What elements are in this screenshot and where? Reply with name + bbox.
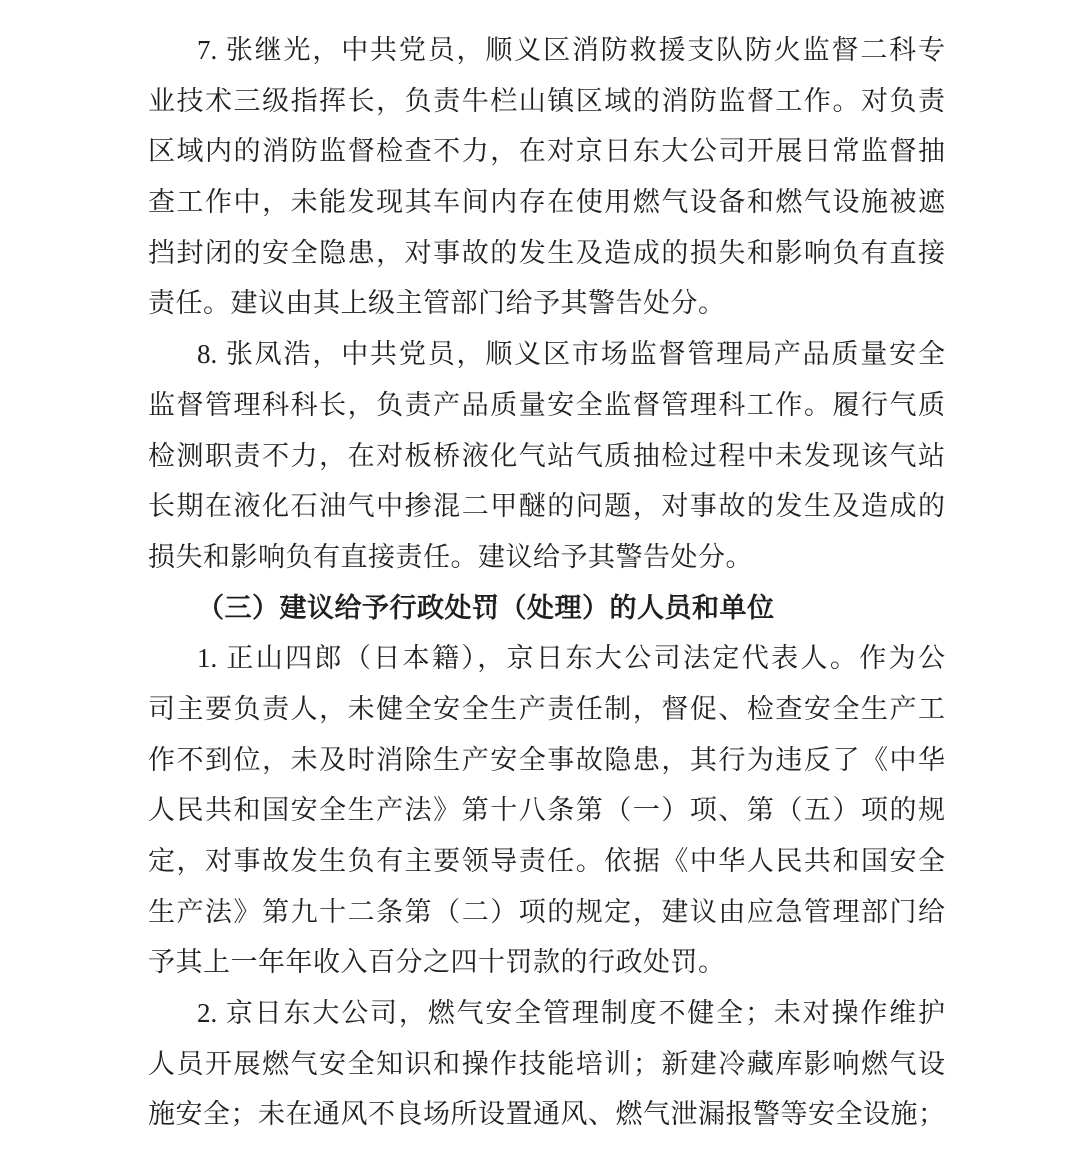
text-line: 人民共和国安全生产法》第十八条第（一）项、第（五）项的规 [148,795,945,826]
text-line: 查工作中，未能发现其车间内存在使用燃气设备和燃气设施被遮 [148,187,945,218]
text-line: 责任。建议由其上级主管部门给予其警告处分。 [148,288,726,319]
text-line: 施安全；未在通风不良场所设置通风、燃气泄漏报警等安全设施； [148,1099,945,1130]
text-line: 7. 张继光，中共党员，顺义区消防救援支队防火监督二科专 [197,35,945,65]
text-line: 作不到位，未及时消除生产安全事故隐患，其行为违反了《中华 [148,744,945,775]
text-line: 人员开展燃气安全知识和操作技能培训；新建冷藏库影响燃气设 [148,1048,945,1079]
text-line: 生产法》第九十二条第（二）项的规定，建议由应急管理部门给 [148,896,945,927]
document-text-block [148,25,945,1140]
section-heading: （三）建议给予行政处罚（处理）的人员和单位 [197,592,775,623]
text-line: 定，对事故发生负有主要领导责任。依据《中华人民共和国安全 [148,846,945,876]
text-line: 2. 京日东大公司，燃气安全管理制度不健全；未对操作维护 [197,998,945,1029]
text-line: 8. 张凤浩，中共党员，顺义区市场监督管理局产品质量安全 [197,339,945,370]
text-line: 检测职责不力，在对板桥液化气站气质抽检过程中未发现该气站 [148,440,945,471]
text-line: 损失和影响负有直接责任。建议给予其警告处分。 [148,541,753,572]
text-line: 1. 正山四郎（日本籍），京日东大公司法定代表人。作为公 [197,643,945,674]
text-line: 业技术三级指挥长，负责牛栏山镇区域的消防监督工作。对负责 [148,85,945,116]
text-line: 挡封闭的安全隐患，对事故的发生及造成的损失和影响负有直接 [148,237,945,268]
text-line: 监督管理科科长，负责产品质量安全监督管理科工作。履行气质 [148,389,945,420]
text-line: 予其上一年年收入百分之四十罚款的行政处罚。 [148,947,726,978]
text-line: 区域内的消防监督检查不力，在对京日东大公司开展日常监督抽 [148,136,945,167]
text-line: 长期在液化石油气中掺混二甲醚的问题，对事故的发生及造成的 [148,491,945,522]
text-line: 司主要负责人，未健全安全生产责任制，督促、检查安全生产工 [148,693,945,724]
